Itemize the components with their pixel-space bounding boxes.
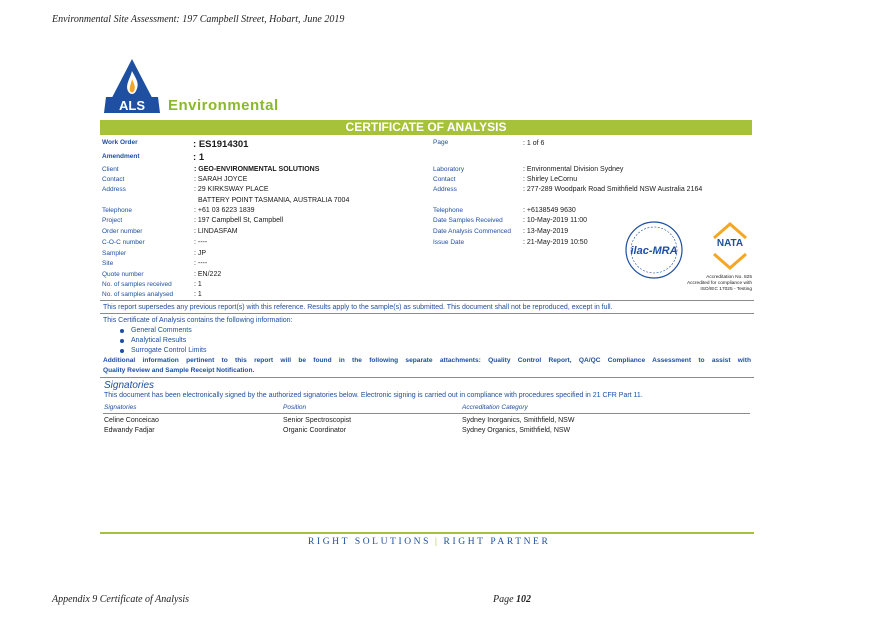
field-value-page: : 1 of 6 <box>523 140 545 147</box>
field-label-address: Address <box>102 186 126 193</box>
attachments-note-line2: Quality Review and Sample Receipt Notification. <box>103 367 255 374</box>
signatories-note: This document has been electronically signed by the authorized signatories below. Electronic signing is carried out in compliance with procedures specified in 21 CFR Part 11. <box>104 392 643 399</box>
field-label-lab-telephone: Telephone <box>433 207 463 214</box>
field-value-address: : 29 KIRKSWAY PLACE <box>194 186 269 193</box>
footer-appendix-title: Appendix 9 Certificate of Analysis <box>52 594 190 605</box>
field-label-project: Project <box>102 217 123 224</box>
field-label-order-number: Order number <box>102 228 143 235</box>
footer-green-rule <box>100 532 754 534</box>
contains-intro: This Certificate of Analysis contains the following information: <box>103 317 293 324</box>
slogan <box>308 537 550 547</box>
als-logo-icon <box>100 57 164 117</box>
signatory-name: Edwandy Fadjar <box>104 427 155 434</box>
field-label-lab-address: Address <box>433 186 457 193</box>
accreditation-compliance: Accredited for compliance with <box>686 281 752 286</box>
field-label-samples-analysed: No. of samples analysed <box>102 291 174 298</box>
divider-mid <box>100 313 754 314</box>
contains-item-analytical-results: Analytical Results <box>131 337 187 344</box>
accreditation-standard: ISO/IEC 17025 - Testing <box>700 287 752 292</box>
signatory-name: Celine Conceicao <box>104 417 159 424</box>
field-label-samples-received: No. of samples received <box>102 281 172 288</box>
signatories-title: Signatories <box>104 380 155 391</box>
field-label-contact: Contact <box>102 176 125 183</box>
field-value-lab-telephone: : +6138549 9630 <box>523 207 576 214</box>
field-value-site: : ---- <box>194 260 208 267</box>
field-value-sampler: : JP <box>194 250 207 257</box>
field-value-lab-address: : 277-289 Woodpark Road Smithfield NSW Australia 2164 <box>523 186 703 193</box>
field-value-contact: : SARAH JOYCE <box>194 176 248 183</box>
field-value-order-number: : LINDASFAM <box>194 228 238 235</box>
field-label-coc-number: C-O-C number <box>102 239 145 246</box>
field-label-site: Site <box>102 260 114 267</box>
field-label-date-received: Date Samples Received <box>433 217 503 224</box>
field-value-laboratory: : Environmental Division Sydney <box>523 166 624 173</box>
field-label-lab-contact: Contact <box>433 176 456 183</box>
contains-item-surrogate-limits: Surrogate Control Limits <box>131 347 207 354</box>
bullet-dot <box>120 339 124 343</box>
field-value-amendment: : 1 <box>193 152 205 163</box>
signatories-header-position: Position <box>283 404 307 411</box>
signatory-position: Senior Spectroscopist <box>283 417 352 424</box>
bullet-dot <box>120 349 124 353</box>
slogan-separator: | <box>435 537 440 547</box>
field-value-telephone: : +61 03 6223 1839 <box>194 207 255 214</box>
signatory-position: Organic Coordinator <box>283 427 347 434</box>
signatories-header-category: Accreditation Category <box>462 404 528 411</box>
contains-item-general-comments: General Comments <box>131 327 192 334</box>
field-value-date-received: : 10-May-2019 11:00 <box>523 217 588 224</box>
field-label-quote-number: Quote number <box>102 271 144 278</box>
field-label-sampler: Sampler <box>102 250 127 257</box>
logo-brand-text: ALS <box>119 98 145 113</box>
attachments-note-line1: Additional information pertinent to this report will be found in the following separate attachments: Quality Control Report, QA/QC Compliance Assessment to assist with <box>103 357 751 364</box>
field-value-address-line2: BATTERY POINT TASMANIA, AUSTRALIA 7004 <box>198 197 350 204</box>
certificate-title: CERTIFICATE OF ANALYSIS <box>345 120 507 134</box>
field-value-issue-date: : 21-May-2019 10:50 <box>523 239 588 246</box>
signatories-header-rule <box>103 413 750 414</box>
field-label-issue-date: Issue Date <box>433 239 465 246</box>
supersede-note: This report supersedes any previous report(s) with this reference. Results apply to the sample(s) as submitted. This document shall not be reproduced, except in full. <box>103 304 613 311</box>
signatory-category: Sydney Inorganics, Smithfield, NSW <box>462 417 575 424</box>
signatory-category: Sydney Organics, Smithfield, NSW <box>462 427 571 434</box>
accreditation-number: Accreditation No. 825 <box>706 275 752 280</box>
slogan-left: RIGHT SOLUTIONS <box>308 537 432 547</box>
field-value-lab-contact: : Shirley LeCornu <box>523 176 578 183</box>
field-label-analysis-commenced: Date Analysis Commenced <box>433 228 512 235</box>
field-label-telephone: Telephone <box>102 207 132 214</box>
nata-label: NATA <box>716 238 744 249</box>
field-value-quote-number: : EN/222 <box>194 271 222 278</box>
field-label-laboratory: Laboratory <box>433 166 465 173</box>
logo-environmental-text: Environmental <box>168 97 279 114</box>
divider-signatories <box>100 377 754 378</box>
field-value-samples-received: : 1 <box>194 281 202 288</box>
document-header: Environmental Site Assessment: 197 Campbell Street, Hobart, June 2019 <box>52 14 345 25</box>
field-label-work-order: Work Order <box>102 139 138 146</box>
ilac-mra-logo-icon <box>622 220 686 280</box>
field-label-client: Client <box>102 166 119 173</box>
bullet-dot <box>120 329 124 333</box>
field-label-page: Page <box>433 139 449 146</box>
footer-page-number <box>493 594 531 605</box>
footer-page-label: Page <box>493 594 514 605</box>
ilac-label: ilac-MRA <box>630 245 678 257</box>
field-value-client: : GEO-ENVIRONMENTAL SOLUTIONS <box>194 166 320 173</box>
field-value-coc-number: : ---- <box>194 239 208 246</box>
field-value-samples-analysed: : 1 <box>194 291 202 298</box>
divider-top <box>100 300 754 301</box>
field-value-work-order: : ES1914301 <box>193 139 249 150</box>
footer-page-value: 102 <box>516 594 532 605</box>
field-label-amendment: Amendment <box>102 153 140 160</box>
field-value-analysis-commenced: : 13-May-2019 <box>523 228 569 235</box>
signatories-header-name: Signatories <box>104 404 137 411</box>
slogan-right: RIGHT PARTNER <box>443 537 551 547</box>
field-value-project: : 197 Campbell St, Campbell <box>194 217 284 224</box>
